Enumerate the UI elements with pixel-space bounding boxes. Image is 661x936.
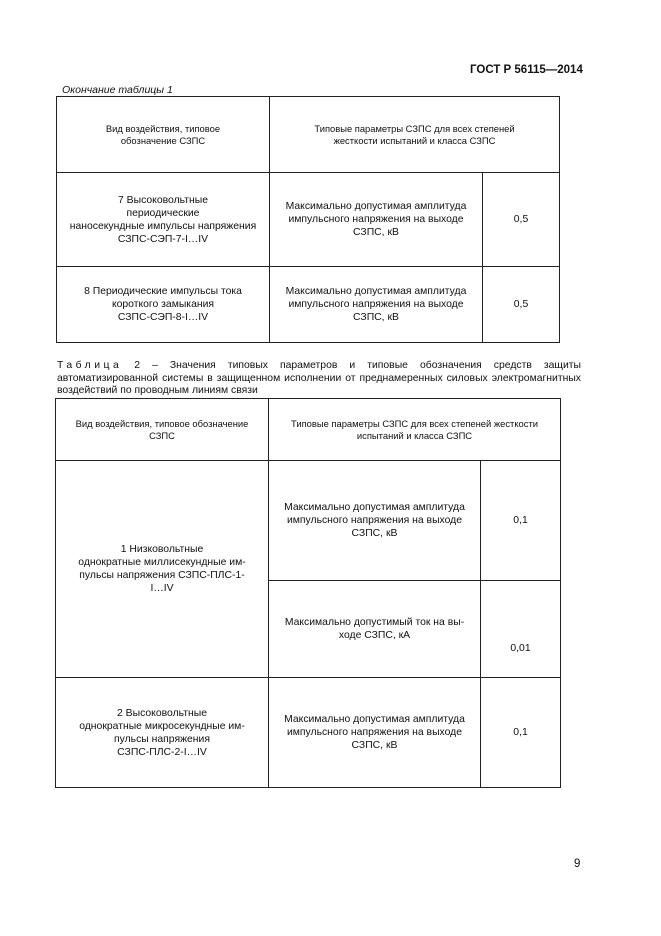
- value-cell: 0,1: [481, 678, 561, 788]
- standard-number: ГОСТ Р 56115—2014: [470, 64, 583, 76]
- table-1-header-row: [57, 97, 560, 173]
- page-number: 9: [574, 858, 581, 870]
- impact-type-cell: 2 Высоковольтные однократные микросекундные им- пульсы напряжения СЗПС-ПЛС-2-I…IV: [56, 678, 269, 788]
- table-2-col1-header: Вид воздействия, типовое обозначение СЗПС: [56, 399, 269, 461]
- table-2-header-row: [56, 399, 561, 461]
- value-cell: 0,1: [481, 461, 561, 581]
- caption-label: Таблица: [57, 360, 123, 371]
- table-row: [57, 267, 560, 343]
- parameter-cell: Максимально допустимая амплитуда импульсного напряжения на выходе СЗПС, кВ: [269, 678, 481, 788]
- table-2: [55, 398, 561, 788]
- value-cell: 0,01: [481, 581, 561, 678]
- parameter-cell: Максимально допустимая амплитуда импульсного напряжения на выходе СЗПС, кВ: [270, 173, 483, 267]
- table-continuation-label: Окончание таблицы 1: [62, 84, 173, 96]
- caption-number: 2: [134, 360, 141, 371]
- parameter-cell: Максимально допустимый ток на вы- ходе СЗПС, кА: [269, 581, 481, 678]
- table-1-col1-header: Вид воздействия, типовое обозначение СЗПС: [57, 97, 270, 173]
- table-row: [57, 173, 560, 267]
- impact-type-cell: 1 Низковольтные однократные миллисекундные им- пульсы напряжения СЗПС-ПЛС-1- I…IV: [56, 461, 269, 678]
- value-cell: 0,5: [483, 267, 560, 343]
- caption-text: – Значения типовых параметров и типовые обозначения средств защиты автоматизированной системы в защищенном исполнении от преднамеренных силовых электромагнитных воздействий по проводным линиям связи: [57, 360, 582, 396]
- table-2-caption: [57, 360, 581, 398]
- impact-type-cell: 7 Высоковольтные периодические наносекундные импульсы напряжения СЗПС-СЭП-7-I…IV: [57, 173, 270, 267]
- parameter-cell: Максимально допустимая амплитуда импульсного напряжения на выходе СЗПС, кВ: [269, 461, 481, 581]
- parameter-cell: Максимально допустимая амплитуда импульсного напряжения на выходе СЗПС, кВ: [270, 267, 483, 343]
- value-cell: 0,5: [483, 173, 560, 267]
- table-2-col2-header: Типовые параметры СЗПС для всех степеней жесткости испытаний и класса СЗПС: [269, 399, 561, 461]
- table-row: [56, 678, 561, 788]
- impact-type-cell: 8 Периодические импульсы тока короткого замыкания СЗПС-СЭП-8-I…IV: [57, 267, 270, 343]
- table-1-col2-header: Типовые параметры СЗПС для всех степеней жесткости испытаний и класса СЗПС: [270, 97, 560, 173]
- table-row: [56, 461, 561, 581]
- table-1: [56, 96, 560, 343]
